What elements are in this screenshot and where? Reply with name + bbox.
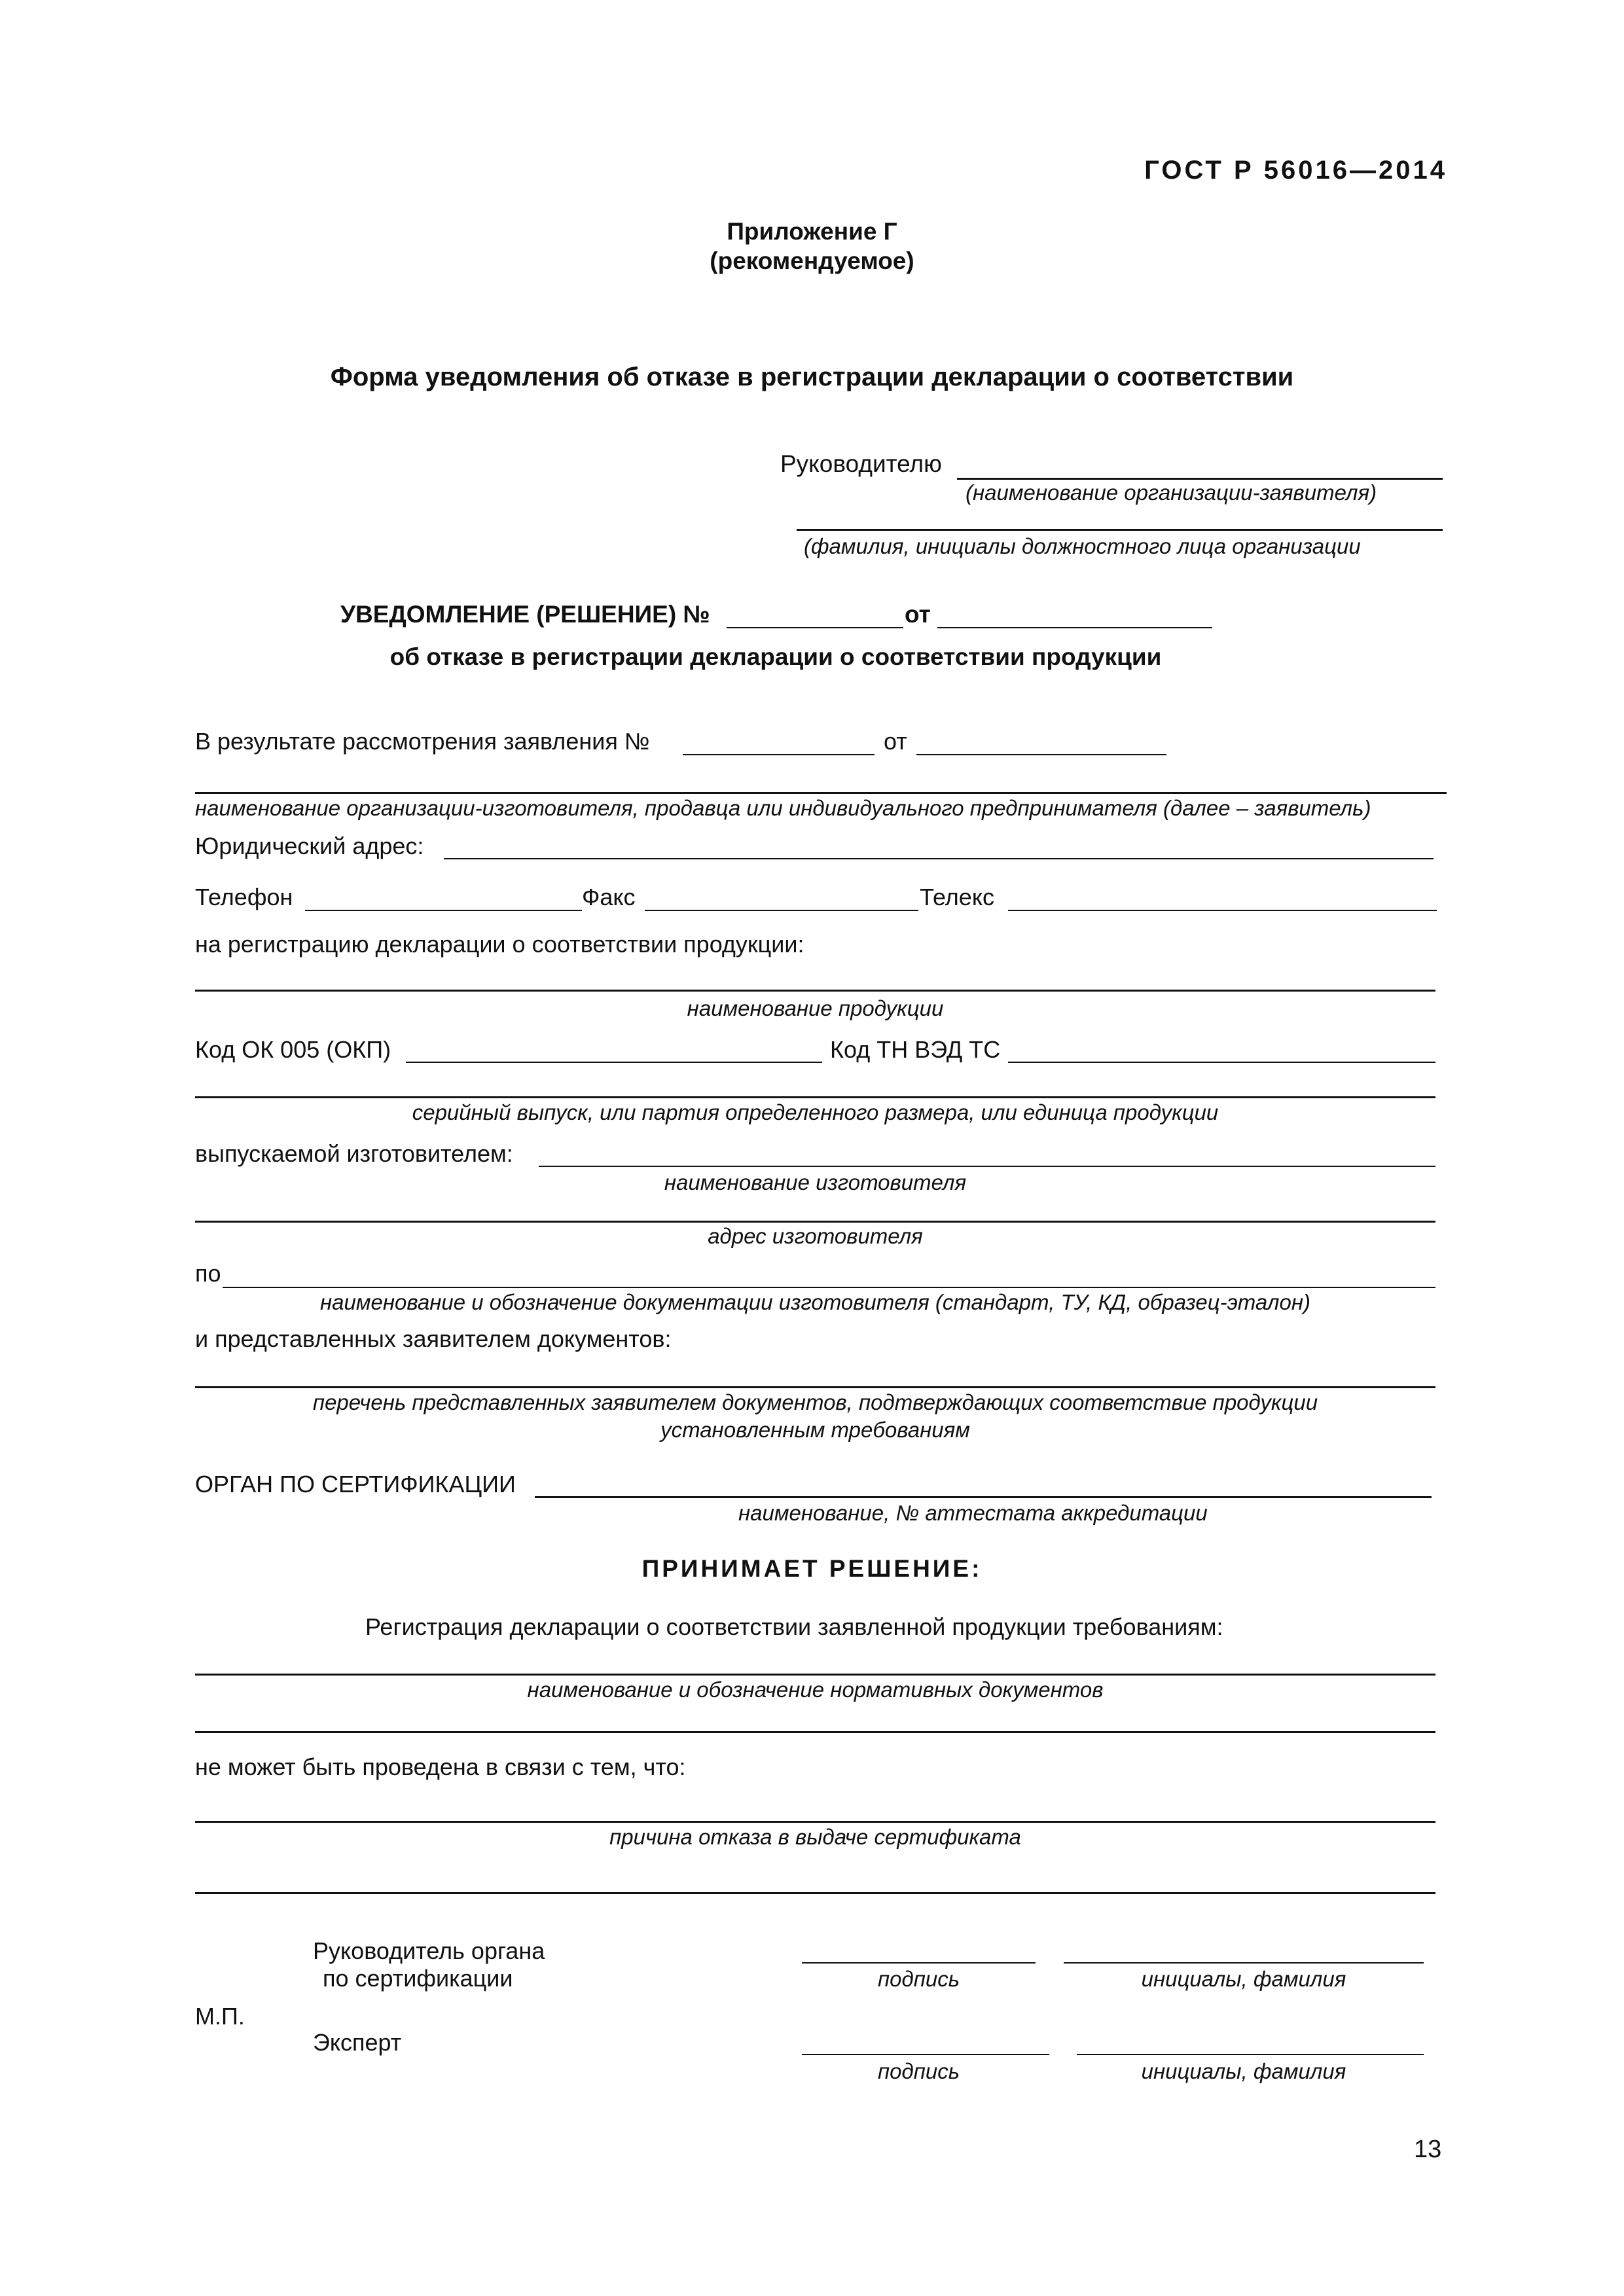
expert-label: Эксперт bbox=[313, 2029, 402, 2056]
registration-for-label: на регистрацию декларации о соответствии продукции: bbox=[195, 931, 804, 958]
seal-label: М.П. bbox=[195, 2003, 245, 2030]
documentation-line[interactable] bbox=[223, 1287, 1435, 1288]
fax-line[interactable] bbox=[645, 910, 918, 911]
head-name-hint: инициалы, фамилия bbox=[1141, 1967, 1346, 1991]
notice-number-line[interactable] bbox=[727, 627, 903, 628]
reason-hint: причина отказа в выдаче сертификата bbox=[609, 1825, 1021, 1849]
product-line[interactable] bbox=[195, 990, 1435, 992]
registration-text: Регистрация декларации о соответствии заявленной продукции требованиям: bbox=[365, 1613, 1223, 1640]
expert-signature-hint: подпись bbox=[877, 2059, 960, 2083]
cert-body-hint: наименование, № аттестата аккредитации bbox=[738, 1501, 1208, 1525]
addressee-person-line[interactable] bbox=[797, 529, 1443, 531]
review-from-label: от bbox=[884, 728, 907, 755]
telex-line[interactable] bbox=[1008, 910, 1437, 911]
notice-from-label: от bbox=[905, 601, 931, 628]
submitted-docs-hint-2: установленным требованиям bbox=[660, 1418, 970, 1442]
legal-address-line[interactable] bbox=[444, 858, 1434, 859]
reason-line[interactable] bbox=[195, 1821, 1435, 1823]
okp-code-line[interactable] bbox=[406, 1062, 822, 1063]
head-signature-hint: подпись bbox=[877, 1967, 960, 1991]
head-signature-line[interactable] bbox=[802, 1962, 1036, 1964]
expert-signature-line[interactable] bbox=[802, 2054, 1049, 2055]
manufacturer-hint: наименование изготовителя bbox=[664, 1170, 967, 1194]
applicant-hint: наименование организации-изготовителя, продавца или индивидуального предпринимателя (далее – заявитель) bbox=[195, 796, 1371, 820]
notice-date-line[interactable] bbox=[937, 627, 1212, 628]
norms-line-2[interactable] bbox=[195, 1731, 1435, 1733]
tnved-code-label: Код ТН ВЭД ТС bbox=[830, 1036, 1001, 1063]
form-title: Форма уведомления об отказе в регистрации декларации о соответствии bbox=[330, 363, 1294, 391]
norms-line[interactable] bbox=[195, 1674, 1435, 1676]
notice-title: УВЕДОМЛЕНИЕ (РЕШЕНИЕ) № bbox=[340, 601, 710, 628]
head-of-body-label-1: Руководитель органа bbox=[313, 1937, 545, 1964]
submitted-docs-hint-1: перечень представленных заявителем документов, подтверждающих соответствие продукции bbox=[312, 1390, 1318, 1414]
appendix-status: (рекомендуемое) bbox=[710, 247, 914, 274]
documentation-hint: наименование и обозначение документации изготовителя (стандарт, ТУ, КД, образец-эталон) bbox=[319, 1290, 1311, 1314]
addressee-person-hint: (фамилия, инициалы должностного лица организации bbox=[804, 534, 1361, 558]
phone-line[interactable] bbox=[305, 910, 582, 911]
manufacturer-line[interactable] bbox=[539, 1166, 1435, 1167]
fax-label: Факс bbox=[582, 884, 636, 910]
addressee-org-hint: (наименование организации-заявителя) bbox=[965, 480, 1377, 505]
expert-name-hint: инициалы, фамилия bbox=[1141, 2059, 1346, 2083]
submitted-docs-label: и представленных заявителем документов: bbox=[195, 1325, 672, 1352]
manufacturer-address-hint: адрес изготовителя bbox=[708, 1224, 923, 1248]
expert-name-line[interactable] bbox=[1077, 2054, 1424, 2055]
tnved-code-line[interactable] bbox=[1008, 1062, 1435, 1063]
okp-code-label: Код ОК 005 (ОКП) bbox=[195, 1036, 391, 1063]
norms-hint: наименование и обозначение нормативных документов bbox=[527, 1677, 1104, 1702]
appendix-title: Приложение Г bbox=[727, 218, 897, 245]
cannot-text: не может быть проведена в связи с тем, что: bbox=[195, 1753, 686, 1780]
cert-body-label: ОРГАН ПО СЕРТИФИКАЦИИ bbox=[195, 1471, 516, 1498]
product-hint: наименование продукции bbox=[687, 996, 944, 1020]
submitted-docs-line[interactable] bbox=[195, 1386, 1435, 1388]
addressee-label: Руководителю bbox=[780, 450, 942, 477]
batch-hint: серийный выпуск, или партия определенного размера, или единица продукции bbox=[412, 1100, 1219, 1124]
telex-label: Телекс bbox=[920, 884, 994, 910]
manufacturer-address-line[interactable] bbox=[195, 1221, 1435, 1223]
batch-line[interactable] bbox=[195, 1096, 1435, 1098]
head-name-line[interactable] bbox=[1064, 1962, 1424, 1964]
notice-subtitle: об отказе в регистрации декларации о соответствии продукции bbox=[389, 643, 1162, 670]
application-date-line[interactable] bbox=[916, 754, 1166, 755]
page-number: 13 bbox=[1414, 2136, 1442, 2163]
manufactured-by-label: выпускаемой изготовителем: bbox=[195, 1140, 513, 1167]
standard-number: ГОСТ Р 56016—2014 bbox=[1144, 156, 1447, 185]
review-text: В результате рассмотрения заявления № bbox=[195, 728, 650, 755]
legal-address-label: Юридический адрес: bbox=[195, 833, 424, 859]
application-number-line[interactable] bbox=[683, 754, 875, 755]
cert-body-line[interactable] bbox=[535, 1496, 1432, 1498]
phone-label: Телефон bbox=[195, 884, 293, 910]
applicant-line[interactable] bbox=[195, 792, 1447, 794]
decision-heading: ПРИНИМАЕТ РЕШЕНИЕ: bbox=[641, 1555, 983, 1582]
by-label: по bbox=[195, 1260, 221, 1287]
addressee-org-line[interactable] bbox=[957, 478, 1443, 480]
head-of-body-label-2: по сертификации bbox=[323, 1965, 513, 1992]
reason-line-2[interactable] bbox=[195, 1892, 1435, 1894]
